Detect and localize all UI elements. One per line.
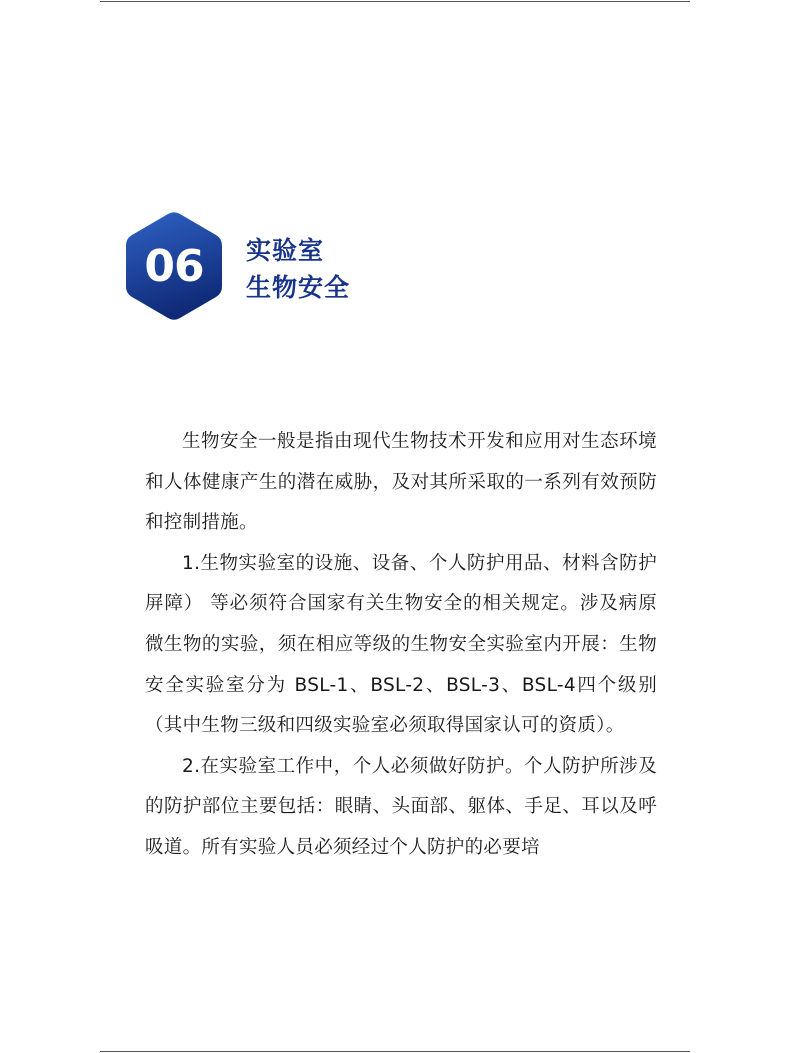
- section-heading-line-2: 生物安全: [246, 273, 351, 302]
- section-number: 06: [144, 240, 204, 292]
- paragraph-item-1: 1.生物实验室的设施、设备、个人防护用品、材料含防护屏障） 等必须符合国家有关生物安全的相关规定。涉及病原微生物的实验，须在相应等级的生物安全实验室内开展：生物安全实验室分为 BSL-1、BSL-2、BSL-3、BSL-4四个级别（其中生物三级和四级实验室必须取得国家认可的资质）。: [145, 552, 657, 737]
- section-heading-line-1: 实验室: [246, 236, 325, 265]
- bottom-rule: [100, 1051, 690, 1052]
- top-rule: [100, 1, 690, 2]
- paragraph-item-2: 2.在实验室工作中，个人必须做好防护。个人防护所涉及的防护部位主要包括：眼睛、头面部、躯体、手足、耳以及呼吸道。所有实验人员必须经过个人防护的必要培: [145, 755, 657, 858]
- section-heading: [246, 232, 350, 306]
- body-text: [145, 422, 657, 869]
- paragraph-intro: 生物安全一般是指由现代生物技术开发和应用对生态环境和人体健康产生的潜在威胁，及对其所采取的一系列有效预防和控制措施。: [145, 431, 657, 534]
- section-number-badge: [124, 210, 224, 322]
